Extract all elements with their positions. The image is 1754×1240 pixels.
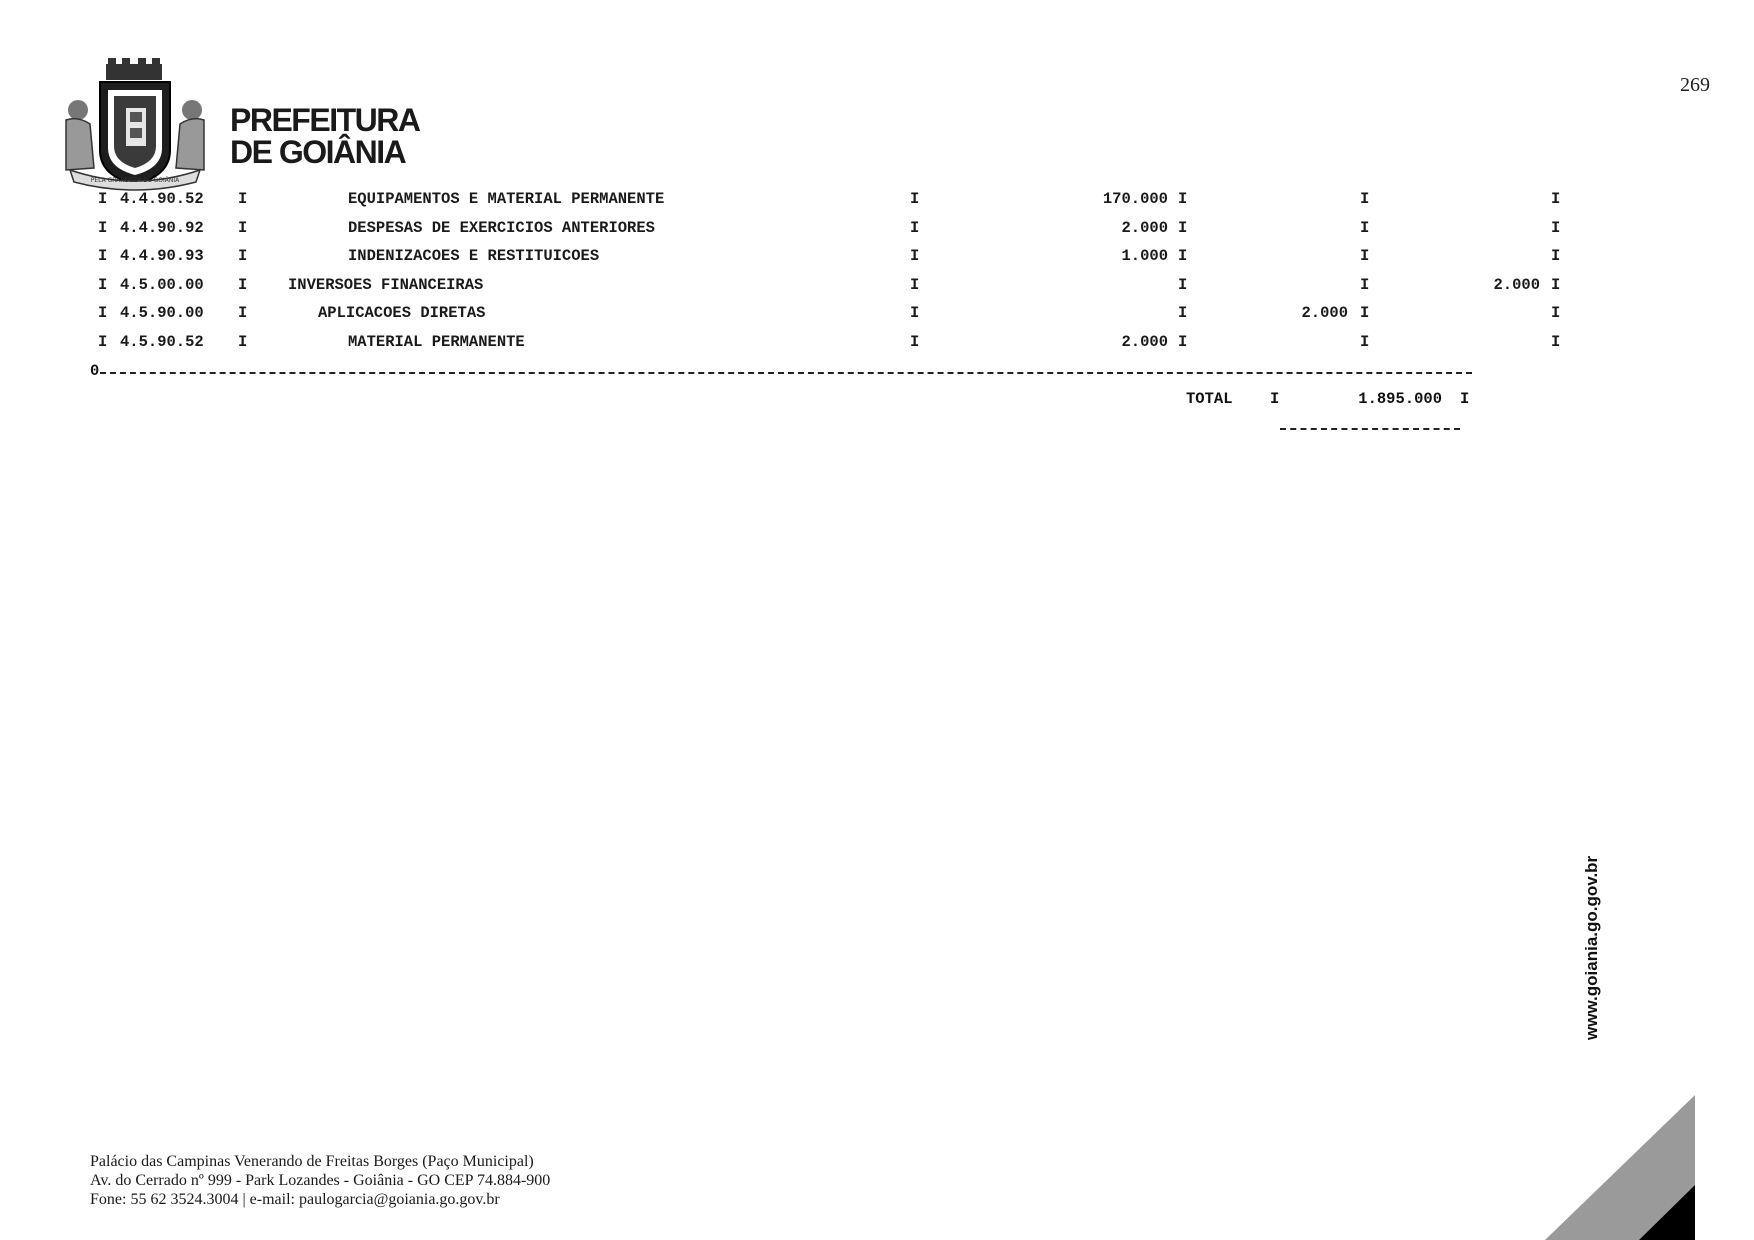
value-column-3: 2.000 bbox=[1493, 275, 1540, 294]
column-separator: I bbox=[1360, 218, 1370, 237]
column-separator: I bbox=[98, 218, 108, 237]
column-separator: I bbox=[98, 190, 108, 208]
brand-line1: PREFEITURA bbox=[230, 102, 420, 138]
column-separator: I bbox=[1270, 390, 1280, 408]
footer-line2: Av. do Cerrado nº 999 - Park Lozandes - Goiânia - GO CEP 74.884-900 bbox=[90, 1172, 551, 1189]
footer-line1: Palácio das Campinas Venerando de Freitas Borges (Paço Municipal) bbox=[90, 1153, 534, 1170]
account-description: INDENIZACOES E RESTITUICOES bbox=[348, 247, 600, 265]
column-separator: I bbox=[1551, 304, 1561, 322]
footer-address bbox=[90, 1152, 550, 1209]
value-column-2: 2.000 bbox=[1301, 304, 1348, 322]
value-column-1: 1.000 bbox=[1121, 247, 1168, 265]
table-row bbox=[88, 275, 1561, 305]
column-separator: I bbox=[98, 247, 108, 265]
table-row bbox=[88, 332, 1561, 362]
account-code: 4.4.90.52 bbox=[120, 190, 204, 208]
page-number: 269 bbox=[1680, 74, 1710, 96]
svg-text:PELA GRANDEZA DE GOIÂNIA: PELA GRANDEZA DE GOIÂNIA bbox=[90, 177, 180, 184]
value-column-1: 2.000 bbox=[1121, 218, 1168, 237]
column-separator: I bbox=[1360, 304, 1370, 322]
value-column-1: 170.000 bbox=[1102, 190, 1168, 208]
column-separator: I bbox=[1178, 218, 1188, 237]
account-code: 4.5.00.00 bbox=[120, 275, 204, 294]
report-table bbox=[88, 190, 1561, 361]
column-separator: I bbox=[910, 275, 920, 294]
table-separator bbox=[90, 362, 1472, 378]
account-code: 4.4.90.93 bbox=[120, 247, 204, 265]
column-separator: I bbox=[1551, 247, 1561, 265]
column-separator: I bbox=[98, 332, 108, 351]
column-separator: I bbox=[1360, 190, 1370, 208]
account-description: INVERSOES FINANCEIRAS bbox=[288, 275, 484, 294]
brand-line2: DE GOIÂNIA bbox=[230, 134, 406, 170]
table-row bbox=[88, 190, 1561, 219]
account-description: DESPESAS DE EXERCICIOS ANTERIORES bbox=[348, 218, 655, 237]
column-separator: I bbox=[910, 190, 920, 208]
value-column-1: 2.000 bbox=[1121, 332, 1168, 351]
account-description: EQUIPAMENTOS E MATERIAL PERMANENTE bbox=[348, 190, 665, 208]
column-separator: I bbox=[910, 247, 920, 265]
account-description: APLICACOES DIRETAS bbox=[318, 304, 486, 322]
column-separator: I bbox=[238, 304, 248, 322]
table-row bbox=[88, 247, 1561, 276]
total-underline bbox=[1280, 428, 1460, 430]
website-url: www.goiania.go.gov.br bbox=[1582, 855, 1601, 1040]
column-separator: I bbox=[1360, 247, 1370, 265]
prefeitura-logo bbox=[60, 58, 420, 192]
column-separator: I bbox=[910, 304, 920, 322]
column-separator: I bbox=[910, 218, 920, 237]
column-separator: I bbox=[238, 332, 248, 351]
account-description: MATERIAL PERMANENTE bbox=[348, 332, 525, 351]
column-separator: I bbox=[1551, 332, 1561, 351]
municipal-seal-icon bbox=[60, 58, 210, 192]
column-separator: I bbox=[1178, 332, 1188, 351]
total-row bbox=[0, 390, 1754, 414]
column-separator: I bbox=[1178, 247, 1188, 265]
column-separator: I bbox=[1551, 190, 1561, 208]
account-code: 4.5.90.52 bbox=[120, 332, 204, 351]
separator-line bbox=[100, 372, 1472, 374]
column-separator: I bbox=[1460, 390, 1470, 408]
column-separator: I bbox=[238, 190, 248, 208]
column-separator: I bbox=[98, 275, 108, 294]
total-value: 1.895.000 bbox=[1358, 390, 1442, 408]
footer-line3: Fone: 55 62 3524.3004 | e-mail: paulogarcia@goiania.go.gov.br bbox=[90, 1191, 500, 1208]
brand-name bbox=[230, 104, 419, 168]
column-separator: I bbox=[910, 332, 920, 351]
column-separator: I bbox=[1178, 304, 1188, 322]
column-separator: I bbox=[1551, 275, 1561, 294]
account-code: 4.4.90.92 bbox=[120, 218, 204, 237]
column-separator: I bbox=[238, 247, 248, 265]
total-label: TOTAL bbox=[1186, 390, 1233, 408]
column-separator: I bbox=[1360, 275, 1370, 294]
column-separator: I bbox=[1360, 332, 1370, 351]
column-separator: I bbox=[238, 275, 248, 294]
table-row bbox=[88, 304, 1561, 333]
column-separator: I bbox=[98, 304, 108, 322]
column-separator: I bbox=[1178, 275, 1188, 294]
column-separator: I bbox=[1551, 218, 1561, 237]
column-separator: I bbox=[1178, 190, 1188, 208]
column-separator: I bbox=[238, 218, 248, 237]
table-row bbox=[88, 218, 1561, 248]
separator-start: 0 bbox=[90, 362, 100, 380]
account-code: 4.5.90.00 bbox=[120, 304, 204, 322]
corner-decoration bbox=[1545, 1095, 1695, 1240]
